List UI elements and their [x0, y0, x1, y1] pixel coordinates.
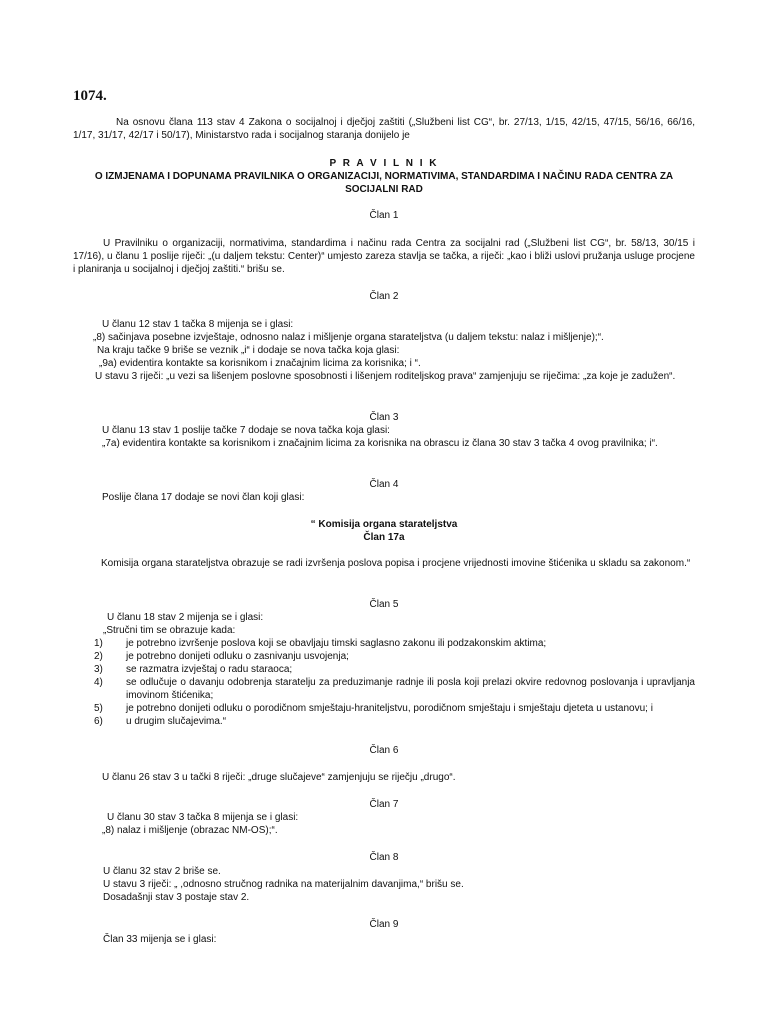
article-3-line-1: U članu 13 stav 1 poslije tačke 7 dodaje se nova tačka koja glasi:: [102, 425, 390, 436]
article-5-line-1: U članu 18 stav 2 mijenja se i glasi:: [107, 612, 264, 623]
article-heading-6: Član 6: [369, 745, 399, 756]
article-2-line-2: „8) sačinjava posebne izvještaje, odnosno nalaz i mišljenje organa starateljstva (u daljem tekstu: nalaz i mišljenje);“.: [93, 332, 604, 343]
list-item: [94, 676, 695, 702]
intro-paragraph: Na osnovu člana 113 stav 4 Zakona o socijalnoj i dječjoj zaštiti („Službeni list CG“, br. 27/13, 1/15, 42/15, 47/15, 56/16, 66/16, 1/17, 31/17, 42/17 i 50/17), Ministarstvo rada i socijalnog staranja donijelo je: [73, 117, 695, 141]
article-1-text: U Pravilniku o organizaciji, normativima, standardima i načinu rada Centra za socijalni rad („Službeni list CG“, br. 58/13, 30/15 i 17/16), u članu 1 poslije riječi: „(u daljem tekstu: Center)“ umjesto zareza stavlja se tačka, a riječi: „kao i bliži uslovi pružanja usluge procjene i planiranja u socijalnoj i dječjoj zaštiti.“ brišu se.: [73, 238, 695, 275]
list-item-number: 4): [94, 677, 103, 688]
article-5-line-2: „Stručni tim se obrazuje kada:: [103, 625, 236, 636]
article-3-line-2: „7a) evidentira kontakte sa korisnikom i značajnim licima za korisnika na obrascu iz člana 30 stav 3 tačka 4 ovog pravilnika; i“.: [102, 438, 658, 449]
list-item-text: je potrebno izvršenje poslova koji se obavljaju timski saglasno zakonu ili podzakonskim aktima;: [126, 638, 547, 649]
article-2-line-3: Na kraju tačke 9 briše se veznik „i“ i dodaje se nova tačka koja glasi:: [97, 345, 400, 356]
list-item-number: 2): [94, 651, 103, 662]
document-title: P R A V I L N I K: [329, 158, 439, 169]
new-article-heading: Član 17a: [363, 532, 405, 543]
list-item: [94, 663, 695, 676]
list-item-text: se odlučuje o davanju odobrenja staratelju za preduzimanje radnje ili posla koji prelazi okvire redovnog poslovanja i upravljanja imovinom štićenika;: [126, 677, 695, 701]
article-heading-9: Član 9: [369, 919, 399, 930]
list-item-number: 1): [94, 638, 103, 649]
list-item-text: je potrebno donijeti odluku o zasnivanju usvojenja;: [126, 651, 349, 662]
article-4-line-1: Poslije člana 17 dodaje se novi član koji glasi:: [102, 492, 305, 503]
article-heading-1: Član 1: [369, 210, 399, 221]
article-7-line-2: „8) nalaz i mišljenje (obrazac NM-OS);“.: [102, 825, 278, 836]
article-heading-4: Član 4: [369, 479, 399, 490]
article-7-line-1: U članu 30 stav 3 tačka 8 mijenja se i glasi:: [107, 812, 299, 823]
article-heading-8: Član 8: [369, 852, 399, 863]
article-heading-5: Član 5: [369, 599, 399, 610]
new-article-text: Komisija organa starateljstva obrazuje se radi izvršenja poslova popisa i procjene vrijednosti imovine štićenika u skladu sa zakonom.“: [101, 558, 691, 569]
article-2-line-4: „9a) evidentira kontakte sa korisnikom i značajnim licima za korisnika; i “.: [99, 358, 421, 369]
list-item: [94, 650, 695, 663]
article-9-line-1: Član 33 mijenja se i glasi:: [103, 934, 217, 945]
article-8-line-1: U članu 32 stav 2 briše se.: [103, 866, 221, 877]
article-heading-3: Član 3: [369, 412, 399, 423]
list-item-number: 5): [94, 703, 103, 714]
list-item-number: 3): [94, 664, 103, 675]
article-heading-7: Član 7: [369, 799, 399, 810]
list-item-text: je potrebno donijeti odluku o porodičnom smještaju-hraniteljstvu, porodičnom smještaju i smještaju djeteta u ustanovu; i: [126, 703, 653, 714]
article-heading-2: Član 2: [369, 291, 399, 302]
article-2-line-5: U stavu 3 riječi: „u vezi sa lišenjem poslovne sposobnosti i lišenjem roditeljskog prava“ zamjenjuju se riječima: „za koje je zadužen“.: [95, 371, 676, 382]
document-number: 1074.: [73, 88, 107, 104]
list-item-number: 6): [94, 716, 103, 727]
article-6-line-1: U članu 26 stav 3 u tački 8 riječi: „druge slučajeve“ zamjenjuju se riječju „drugo“.: [102, 772, 456, 783]
article-8-line-2: U stavu 3 riječi: „ ,odnosno stručnog radnika na materijalnim davanjima,“ brišu se.: [103, 879, 464, 890]
article-5-list: [94, 637, 695, 728]
list-item: [94, 715, 695, 728]
article-2-line-1: U članu 12 stav 1 tačka 8 mijenja se i glasi:: [102, 319, 294, 330]
article-8-line-3: Dosadašnji stav 3 postaje stav 2.: [103, 892, 250, 903]
document-subtitle: O IZMJENAMA I DOPUNAMA PRAVILNIKA O ORGANIZACIJI, NORMATIVIMA, STANDARDIMA I NAČINU RADA CENTRA ZA SOCIJALNI RAD: [94, 171, 674, 195]
list-item-text: se razmatra izvještaj o radu staraoca;: [126, 664, 293, 675]
list-item: [94, 637, 695, 650]
new-article-title: “ Komisija organa starateljstva: [310, 519, 458, 530]
list-item-text: u drugim slučajevima.“: [126, 716, 227, 727]
list-item: [94, 702, 695, 715]
